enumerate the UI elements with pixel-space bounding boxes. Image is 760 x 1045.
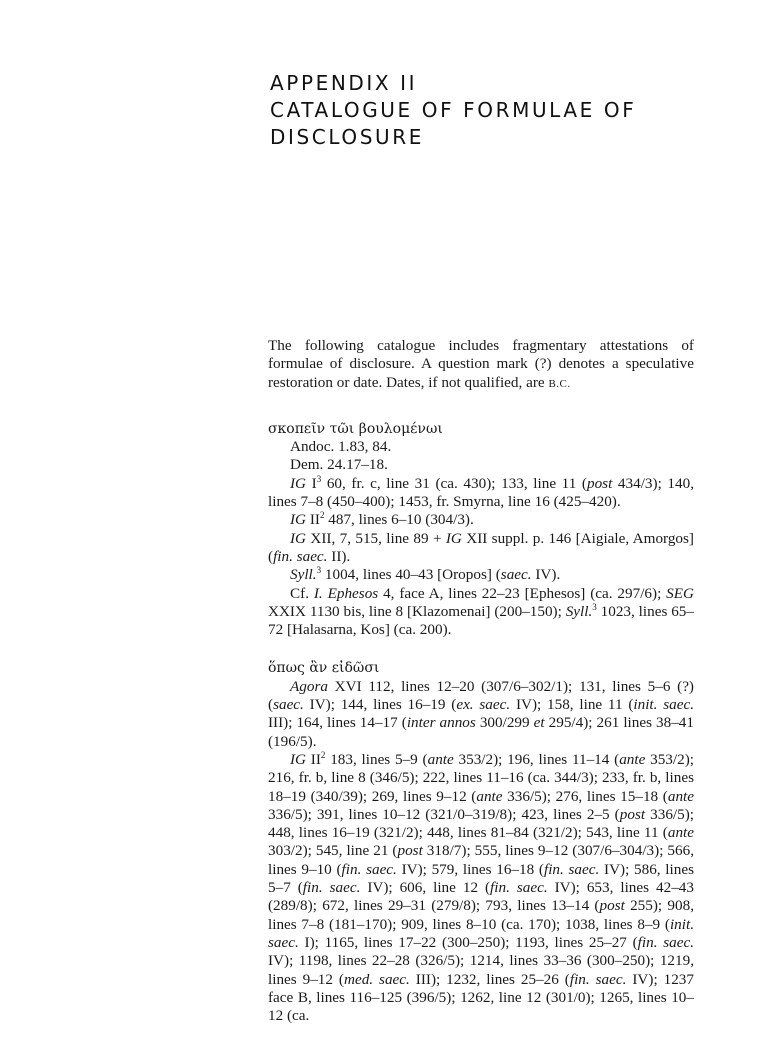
section-heading-skopein: σκοπεῖν τῶι βουλομένωι [268, 420, 443, 437]
entry-andoc: Andoc. 1.83, 84. [290, 438, 392, 456]
entry-ig-xii: IG XII, 7, 515, line 89 + IG XII suppl. p. 146 [Aigiale, Amorgos] (fin. saec. II). [268, 529, 694, 565]
entry-cf-ephesos: Cf. I. Ephesos 4, face A, lines 22–23 [Ephesos] (ca. 297/6); SEG XXIX 1130 bis, line 8 [Klazomenai] (200–150); Syll.$^3$ 1023, lines 65–72 [Halasarna, Kos] (ca. 200). [268, 584, 695, 639]
entry-syll-1004: Syll.$^3$ 1004, lines 40–43 [Oropos] (saec. IV). [290, 565, 561, 584]
section-hopos [268, 659, 694, 1025]
entry-agora: Agora XVI 112, lines 12–20 (307/6–302/1); 131, lines 5–6 (?) (saec. IV); 144, lines 16–19 (ex. saec. IV); 158, line 11 (init. saec. III); 164, lines 14–17 (inter annos 300/299 et 295/4); 261 lines 38–41 (196/5). [268, 677, 694, 750]
main-text [268, 337, 694, 1045]
section-skopein [268, 420, 694, 640]
intro-paragraph: The following catalogue includes fragmentary attestations of formulae of disclosure. A question mark (?) denotes a speculative restoration or date. Dates, if not qualified, are B.C. [268, 337, 694, 391]
entry-ig-ii2-list: IG $II^2$ 183, lines 5–9 (ante 353/2); 196, lines 11–14 (ante 353/2); 216, fr. b, line 8 (346/5); 222, lines 11–16 (ca. 344/3); 233, fr. b, lines 18–19 (340/39); 269, lines 9–12 (ante 336/5); 276, lines 15–18 (ante 336/5); 391, lines 10–12 (321/0–319/8); 423, lines 2–5 (post 336/5); 448, lines 16–19 (321/2); 448, lines 81–84 (321/2); 543, line 11 (ante 303/2); 545, line 21 (post 318/7); 555, lines 9–12 (307/6–304/3); 566, lines 9–10 (fin. saec. IV); 579, lines 16–18 (fin. saec. IV); 586, lines 5–7 (fin. saec. IV); 606, line 12 (fin. saec. IV); 653, lines 42–43 (289/8); 672, lines 29–31 (279/8); 793, lines 13–14 (post 255); 908, lines 7–8 (181–170); 909, lines 8–10 (ca. 170); 1038, lines 8–9 (init. saec. I); 1165, lines 17–22 (300–250); 1193, lines 25–27 (fin. saec. IV); 1198, lines 22–28 (326/5); 1214, lines 33–36 (300–250); 1219, lines 9–12 (med. saec. III); 1232, lines 25–26 (fin. saec. IV); 1237 face B, lines 116–125 (396/5); 1262, line 12 (301/0); 1265, lines 10–12 (ca. [268, 749, 695, 1025]
title-line-2: CATALOGUE OF FORMULAE OF [270, 98, 637, 122]
title-line-3: DISCLOSURE [270, 125, 424, 149]
entry-ig-i3: IG $I^3$ 60, fr. c, line 31 (ca. 430); 133, line 11 (post 434/3); 140, lines 7–8 (450–400); 1453, fr. Smyrna, line 16 (425–420). [268, 473, 694, 511]
entry-dem: Dem. 24.17–18. [290, 456, 388, 474]
entry-ig-ii2: IG $II^2$ 487, lines 6–10 (304/3). [290, 510, 474, 529]
title-line-1: APPENDIX II [270, 71, 418, 95]
section-heading-hopos: ὅπως ἂν εἰδῶσι [268, 660, 380, 677]
chapter-title [270, 70, 730, 151]
